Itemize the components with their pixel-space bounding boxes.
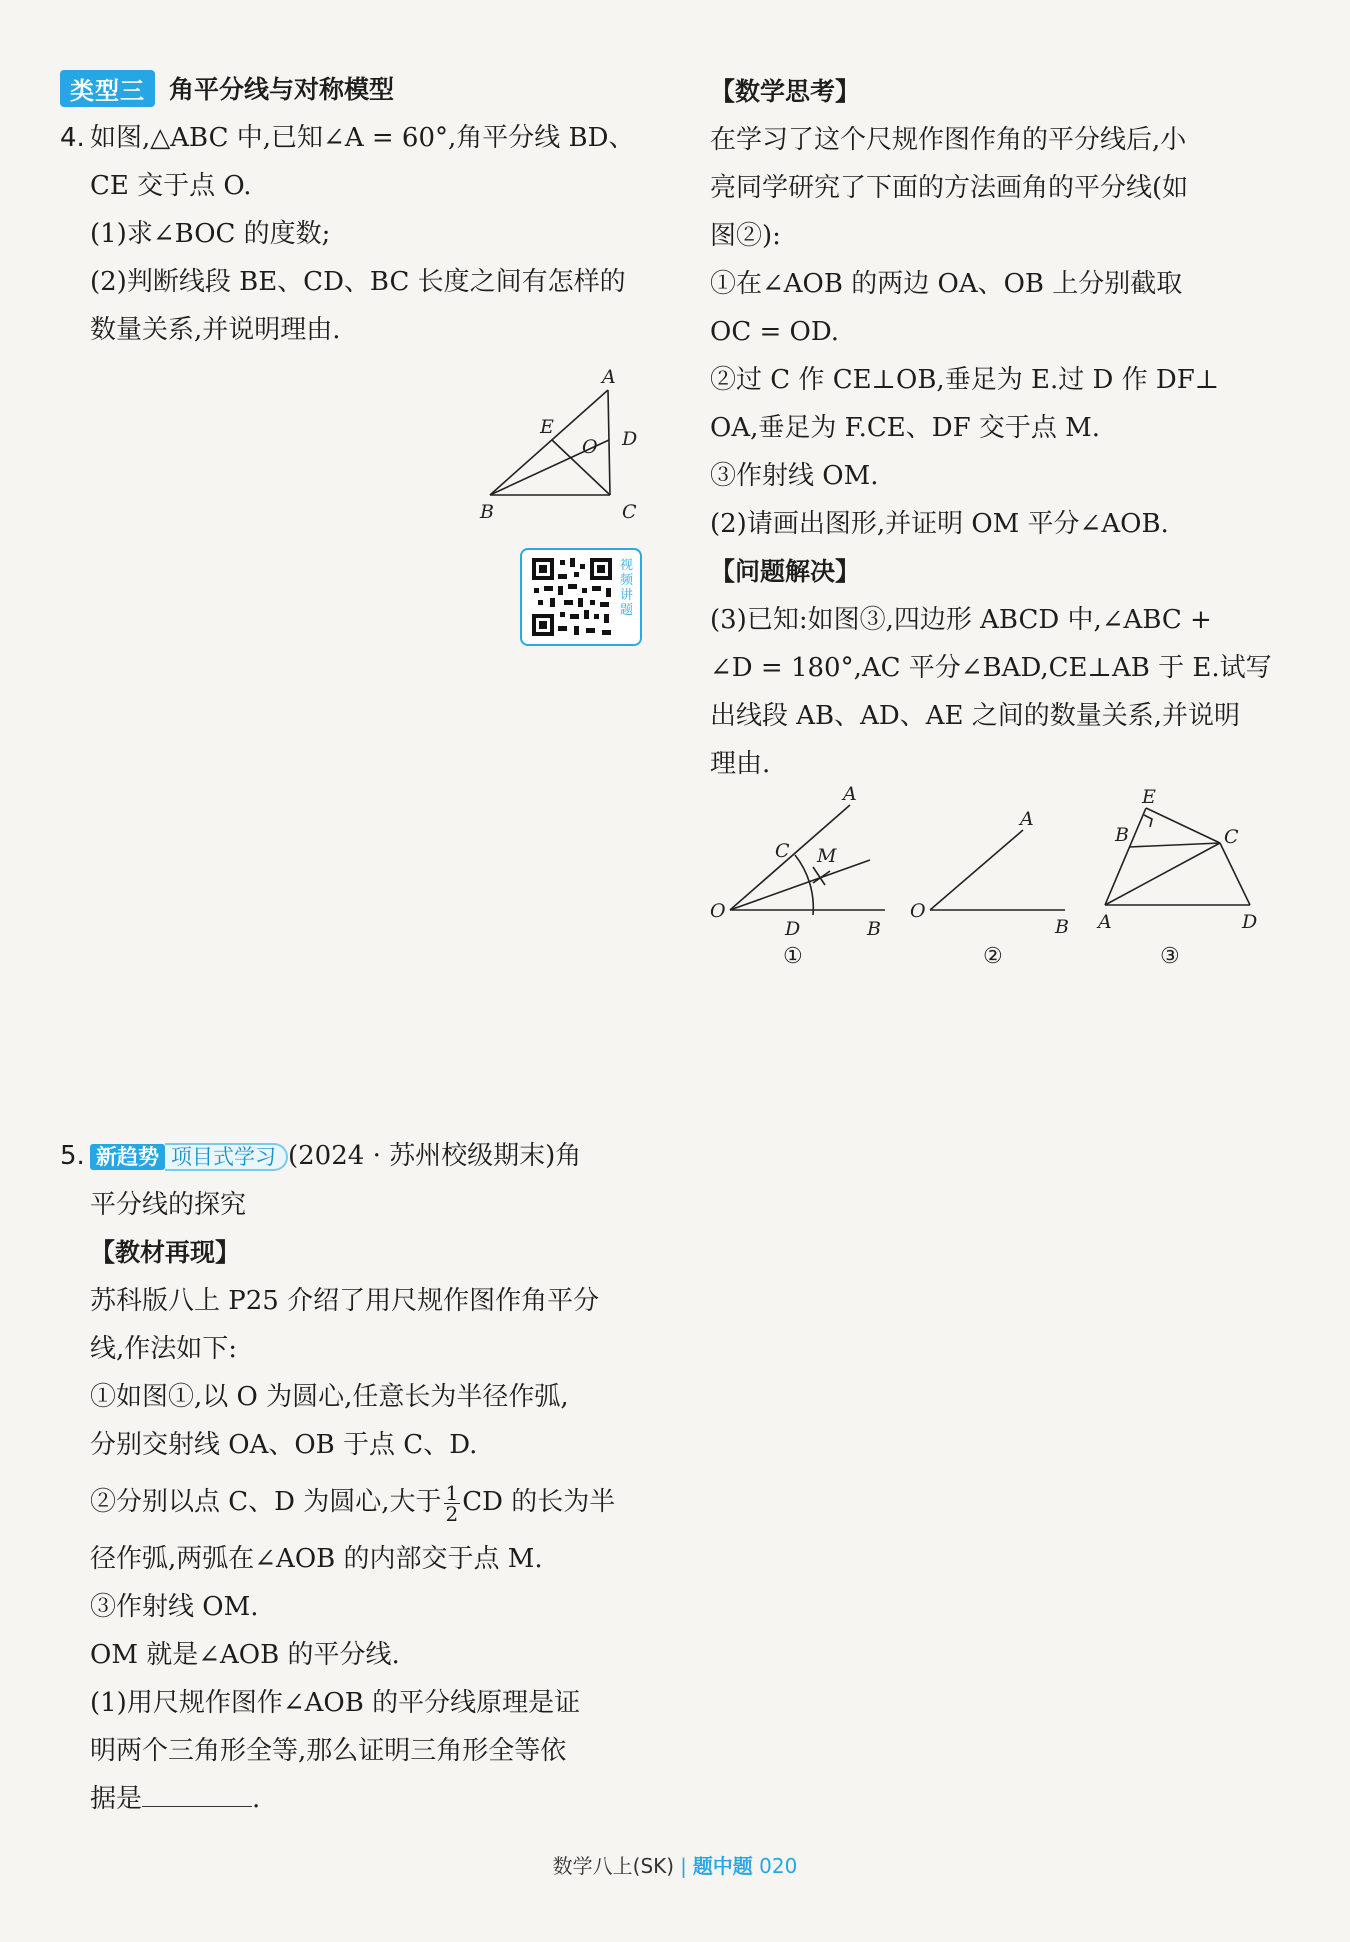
q4-label-b: B xyxy=(480,501,494,523)
fig2-caption: ② xyxy=(983,944,1003,969)
right-text-12: 出线段 AB、AD、AE 之间的数量关系,并说明 xyxy=(710,701,1241,731)
fig3-label-e: E xyxy=(1142,786,1156,808)
fig1-label-a: A xyxy=(843,785,857,805)
right-part-2: (2)请画出图形,并证明 OM 平分∠AOB. xyxy=(710,509,1169,539)
question-4 xyxy=(60,114,645,354)
fig1-caption: ① xyxy=(783,944,803,969)
fig2-label-o: O xyxy=(910,900,926,922)
q4-label-o: O xyxy=(582,436,598,458)
fig2-label-b: B xyxy=(1055,916,1069,938)
q5-part-1b: 明两个三角形全等,那么证明三角形全等依 xyxy=(90,1736,567,1766)
q4-label-e: E xyxy=(540,416,554,438)
qr-code-icon xyxy=(528,554,618,640)
type-heading xyxy=(60,68,645,108)
fig2-label-a: A xyxy=(1020,808,1034,830)
section-textbook: 【教材再现】 xyxy=(90,1238,241,1267)
fraction-one-half: $\frac{1}{2}$ xyxy=(445,1480,459,1526)
fig3-label-a: A xyxy=(1098,911,1112,933)
q5-step-2a: ②分别以点 C、D 为圆心,大于 $\frac{1}{2}$ CD 的长为半 xyxy=(90,1480,616,1526)
q4-part-1: (1)求∠BOC 的度数; xyxy=(90,219,331,249)
page-number: 020 xyxy=(759,1854,798,1878)
answer-blank[interactable] xyxy=(142,1784,252,1807)
q5-number: 5. xyxy=(60,1141,85,1171)
project-learning-badge: 项目式学习 xyxy=(165,1143,288,1171)
figure-1-angle-bisector xyxy=(705,785,905,970)
figure-2-angle xyxy=(905,800,1080,970)
q4-label-a: A xyxy=(602,366,616,388)
q4-label-d: D xyxy=(622,428,638,450)
right-text-2: 亮同学研究了下面的方法画角的平分线(如 xyxy=(710,173,1189,203)
footer-brand: 题中题 xyxy=(692,1854,753,1878)
q4-label-c: C xyxy=(622,501,637,523)
fig1-label-c: C xyxy=(775,840,790,862)
q5-conclusion: OM 就是∠AOB 的平分线. xyxy=(90,1640,400,1670)
qr-label: 视频讲题 xyxy=(620,558,634,618)
q5-step-1b: 分别交射线 OA、OB 于点 C、D. xyxy=(90,1430,478,1460)
section-problem-solving: 【问题解决】 xyxy=(710,557,861,586)
q5-step-3: ③作射线 OM. xyxy=(90,1592,259,1622)
fig1-label-b: B xyxy=(867,918,881,940)
q5-text-2: 线,作法如下: xyxy=(90,1334,238,1364)
right-text-10: (3)已知:如图③,四边形 ABCD 中,∠ABC + xyxy=(710,605,1212,635)
q5-part-1a: (1)用尺规作图作∠AOB 的平分线原理是证 xyxy=(90,1688,581,1718)
q4-number: 4. xyxy=(60,123,85,153)
fig3-caption: ③ xyxy=(1160,944,1180,969)
type-tag: 类型三 xyxy=(60,70,155,107)
right-text-11: ∠D = 180°,AC 平分∠BAD,CE⊥AB 于 E.试写 xyxy=(710,653,1272,683)
right-text-5: OC = OD. xyxy=(710,317,840,347)
right-text-3: 图②): xyxy=(710,221,781,251)
fig1-label-m: M xyxy=(817,845,837,867)
section-math-thinking: 【数学思考】 xyxy=(710,77,861,106)
q4-triangle-figure xyxy=(470,365,650,525)
fig1-label-o: O xyxy=(710,900,726,922)
q4-part-2a: (2)判断线段 BE、CD、BC 长度之间有怎样的 xyxy=(90,267,626,297)
fig3-label-c: C xyxy=(1224,826,1239,848)
right-text-13: 理由. xyxy=(710,749,771,779)
q4-part-2b: 数量关系,并说明理由. xyxy=(90,315,341,345)
left-column xyxy=(60,68,645,354)
q5-part-1c: 据是 . xyxy=(90,1784,261,1814)
q5-text-1: 苏科版八上 P25 介绍了用尺规作图作角平分 xyxy=(90,1286,600,1316)
q4-stem-2: CE 交于点 O. xyxy=(90,171,252,201)
q5-title-2: 平分线的探究 xyxy=(90,1190,247,1220)
right-text-1: 在学习了这个尺规作图作角的平分线后,小 xyxy=(710,125,1187,155)
right-text-7: OA,垂足为 F.CE、DF 交于点 M. xyxy=(710,413,1101,443)
q5-step-1a: ①如图①,以 O 为圆心,任意长为半径作弧, xyxy=(90,1382,569,1412)
right-text-4: ①在∠AOB 的两边 OA、OB 上分别截取 xyxy=(710,269,1183,299)
page-footer xyxy=(0,1850,1350,1879)
qr-code-video[interactable] xyxy=(520,548,642,646)
q5-source: (2024 · 苏州校级期末)角 xyxy=(288,1141,582,1171)
right-text-8: ③作射线 OM. xyxy=(710,461,879,491)
q5-step-2b: 径作弧,两弧在∠AOB 的内部交于点 M. xyxy=(90,1544,543,1574)
footer-separator: | xyxy=(680,1854,687,1878)
question-5 xyxy=(60,1132,650,1823)
fig3-label-b: B xyxy=(1115,824,1129,846)
fig3-label-d: D xyxy=(1242,911,1258,933)
new-trend-badge: 新趋势 xyxy=(90,1144,165,1170)
type-title: 角平分线与对称模型 xyxy=(169,75,395,104)
footer-subject: 数学八上(SK) xyxy=(552,1854,675,1878)
right-text-6: ②过 C 作 CE⊥OB,垂足为 E.过 D 作 DF⊥ xyxy=(710,365,1220,395)
q4-stem-1: 如图,△ABC 中,已知∠A = 60°,角平分线 BD、 xyxy=(90,123,635,153)
fig1-label-d: D xyxy=(785,918,801,940)
figure-3-quadrilateral xyxy=(1090,785,1265,970)
right-column xyxy=(710,68,1270,788)
